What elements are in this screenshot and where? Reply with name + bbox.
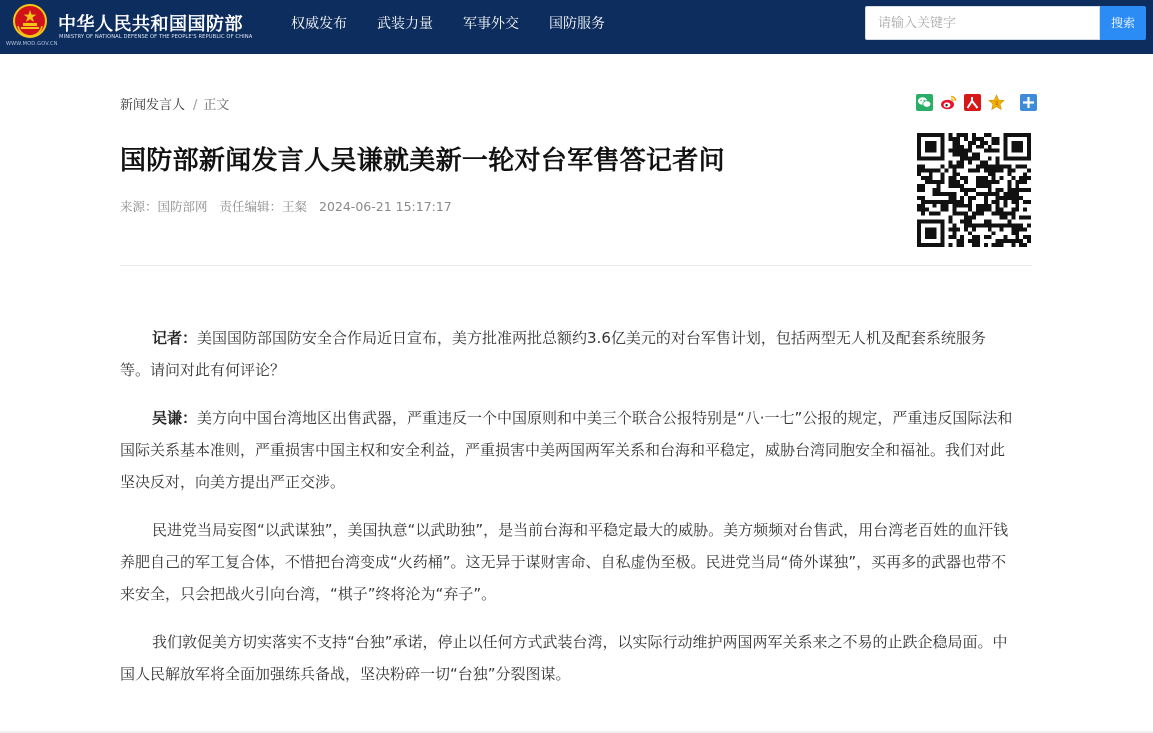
article-paragraph [120, 514, 1014, 610]
article-datetime: 2024-06-21 15:17:17 [319, 199, 452, 214]
national-emblem-icon [12, 4, 48, 38]
search-button[interactable]: 搜索 [1100, 6, 1146, 40]
article-body [120, 322, 1014, 706]
article-source: 来源：国防部网 [120, 199, 208, 214]
article-editor: 责任编辑：王粲 [219, 199, 308, 214]
site-logo[interactable] [6, 4, 253, 48]
wechat-icon[interactable] [916, 94, 933, 111]
paragraph-text: 美国国防部国防安全合作局近日宣布，美方批准两批总额约3.6亿美元的对台军售计划，包括两型无人机及配套系统服务等。请问对此有何评论？ [120, 329, 986, 379]
site-name: 中华人民共和国国防部 [58, 14, 243, 35]
speaker-label: 吴谦： [152, 409, 198, 427]
site-url: WWW.MOD.GOV.CN [6, 41, 58, 47]
paragraph-text: 民进党当局妄图“以武谋独”，美国执意“以武助独”，是当前台海和平稳定最大的威胁。美方频频对台售武，用台湾老百姓的血汗钱养肥自己的军工复合体，不惜把台湾变成“火药桶”。这无异于谋财害命、自私虚伪至极。民进党当局“倚外谋独”，买再多的武器也带不来安全，只会把战火引向台湾，“棋子”终将沦为“弃子”。 [120, 521, 1009, 603]
top-header [0, 0, 1153, 54]
breadcrumb-separator: / [193, 98, 198, 113]
favorite-icon[interactable] [988, 94, 1005, 111]
article-paragraph [120, 626, 1014, 690]
more-share-icon[interactable] [1020, 94, 1037, 111]
weibo-icon[interactable] [940, 94, 957, 111]
svg-text:文: 文 [993, 101, 1000, 107]
nav-item-authoritative-release[interactable]: 权威发布 [291, 16, 347, 32]
breadcrumb-link-spokesperson[interactable]: 新闻发言人 [120, 98, 186, 113]
article-title: 国防部新闻发言人吴谦就美新一轮对台军售答记者问 [120, 146, 725, 176]
article-meta [120, 197, 460, 215]
nav-item-defense-services[interactable]: 国防服务 [549, 16, 605, 32]
main-nav [276, 0, 620, 54]
share-bar [916, 94, 1037, 112]
header-divider [120, 265, 1032, 266]
article-paragraph [120, 322, 1014, 386]
qr-code [917, 133, 1031, 247]
breadcrumb [120, 94, 229, 113]
breadcrumb-current: 正文 [203, 98, 230, 113]
paragraph-text: 我们敦促美方切实落实不支持“台独”承诺，停止以任何方式武装台湾，以实际行动维护两国两军关系来之不易的止跌企稳局面。中国人民解放军将全面加强练兵备战，坚决粉碎一切“台独”分裂图谋。 [120, 633, 1008, 683]
paragraph-text: 美方向中国台湾地区出售武器，严重违反一个中国原则和中美三个联合公报特别是“八·一七”公报的规定，严重违反国际法和国际关系基本准则，严重损害中国主权和安全利益，严重损害中美两国两军关系和台海和平稳定，威胁台湾同胞安全和福祉。我们对此坚决反对，向美方提出严正交涉。 [120, 409, 1013, 491]
site-name-english: MINISTRY OF NATIONAL DEFENSE OF THE PEOPLE'S REPUBLIC OF CHINA [59, 34, 253, 40]
nav-item-armed-forces[interactable]: 武装力量 [377, 16, 433, 32]
people-icon[interactable] [964, 94, 981, 111]
nav-item-military-diplomacy[interactable]: 军事外交 [463, 16, 519, 32]
search-input[interactable] [866, 7, 1099, 39]
search-box [865, 6, 1100, 40]
article-paragraph [120, 402, 1014, 498]
speaker-label: 记者： [152, 329, 198, 347]
